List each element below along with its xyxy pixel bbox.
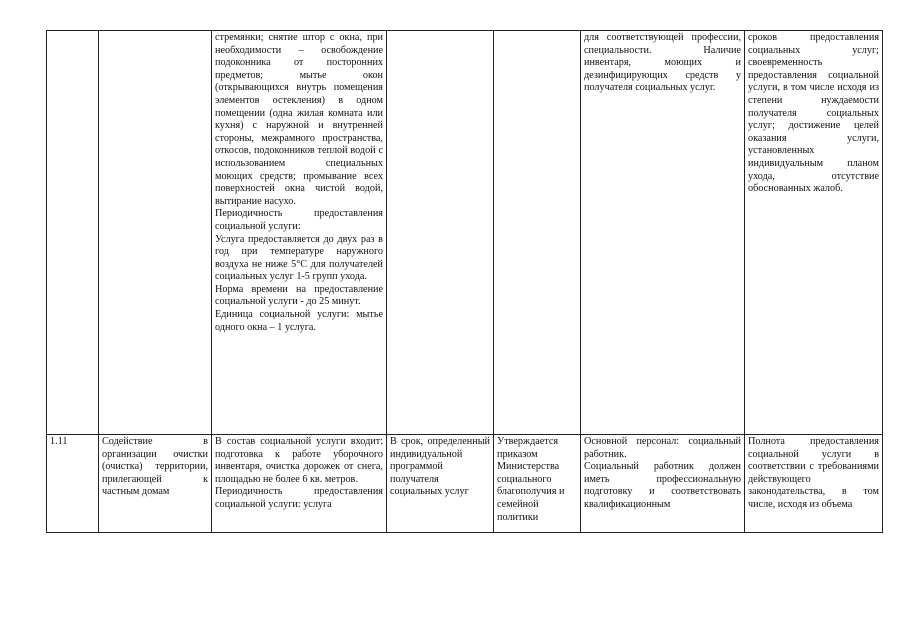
cell-deadline — [387, 31, 494, 435]
cell-service-name: Содействие в организации очистки (очистка) территории, прилегающей к частным домам — [99, 435, 212, 533]
description-paragraph: стремянки; снятие штор с окна, при необходимости – освобождение подоконника от посторонних предметов; мытье окон (открывающихся внутрь помещения элементов остекления) в одном помещении (одна жилая комната или кухня) с наружной и внутренней стороны, межрамного пространства, откосов, подоконников теплой водой с использованием специальных моющих средств; промывание всех поверхностей окна чистой водой, вытирание насухо. — [215, 32, 383, 207]
cell-service-name — [99, 31, 212, 435]
services-table — [46, 30, 883, 533]
cell-deadline: В срок, определенный индивидуальной программой получателя социальных услуг — [387, 435, 494, 533]
cell-service-description — [212, 31, 387, 435]
cell-quality-indicators: сроков предоставления социальных услуг; своевременность предоставления социальной услуги, в том числе исходя из степени нуждаемости получателя социальных услуг; достижение целей оказания услуги, установленных индивидуальным планом ухода, отсутствие обоснованных жалоб. — [745, 31, 883, 435]
cell-conditions: для соответствующей профессии, специальности. Наличие инвентаря, моющих и дезинфицирующих средств у получателя социальных услуг. — [581, 31, 745, 435]
service-unit-text: Единица социальной услуги: мытье одного окна – 1 услуга. — [215, 309, 383, 333]
table-row-1-11 — [47, 435, 883, 533]
periodicity-heading: Периодичность предоставления социальной услуги: — [215, 208, 383, 232]
cell-conditions — [581, 435, 745, 533]
periodicity-text: Услуга предоставляется до двух раз в год при температуре наружного воздуха не ниже 5°С для получателей социальных услуг 1-5 групп ухода. — [215, 233, 383, 283]
cell-quality-indicators: Полнота предоставления социальной услуги в соответствии с требованиями действующего законодательства, в том числе, исходя из объема — [745, 435, 883, 533]
cell-tariff: Утверждается приказом Министерства социального благополучия и семейной политики — [494, 435, 581, 533]
staff-text: Основной персонал: социальный работник. — [584, 436, 741, 460]
time-norm-text: Норма времени на предоставление социальной услуги - до 25 минут. — [215, 283, 383, 308]
cell-number: 1.11 — [47, 435, 99, 533]
periodicity-text: Периодичность предоставления социальной услуги: услуга — [215, 486, 383, 510]
staff-requirements-text: Социальный работник должен иметь профессиональную подготовку и соответствовать квалификационным — [584, 461, 741, 510]
cell-tariff — [494, 31, 581, 435]
table-row-continuation — [47, 31, 883, 435]
cell-number — [47, 31, 99, 435]
description-paragraph: В состав социальной услуги входит: подготовка к работе уборочного инвентаря, очистка дорожек от снега, площадью не более 6 кв. метров. — [215, 436, 383, 485]
cell-service-description — [212, 435, 387, 533]
